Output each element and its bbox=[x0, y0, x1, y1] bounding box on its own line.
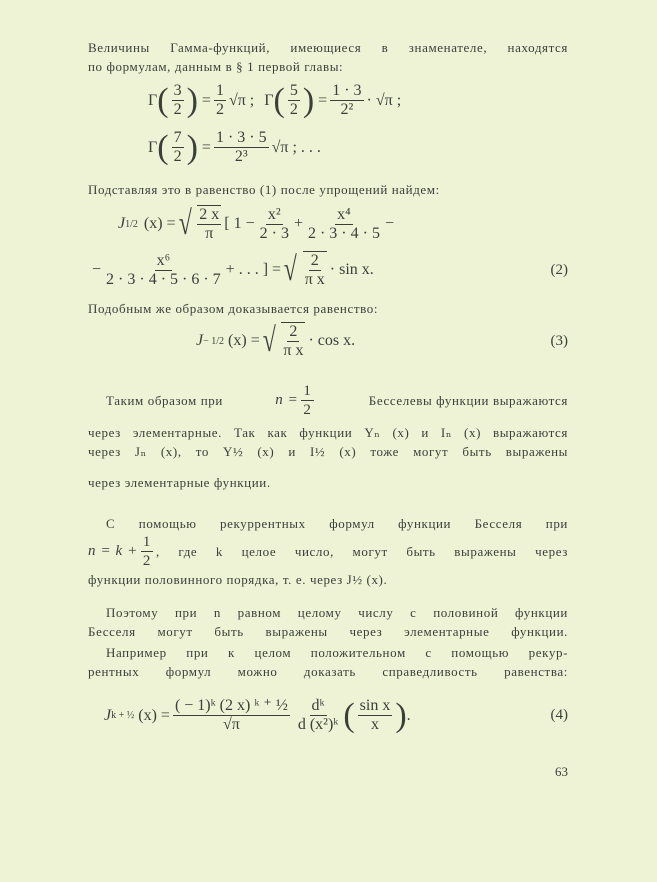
equation-number: (3) bbox=[550, 332, 568, 349]
text-line: Например при к целом положительном с помощью рекур- bbox=[106, 645, 568, 660]
book-page bbox=[88, 0, 568, 800]
text: 2 bbox=[142, 553, 151, 569]
equation-2-line-1: J 1/2 (x) = √ $\frac{2 x}{\pi}$ [ 1 − $\frac{\text{x²}}{2 \cdot 3}$ + $\frac{\text{x⁴}}{2 \cdot 3 \cdot 4 \cdot 5}$ − bbox=[118, 205, 394, 242]
equation-number: (4) bbox=[550, 707, 568, 723]
text-line: Бесселя могут быть выражены через элементарные функции. bbox=[88, 624, 568, 639]
text: π x bbox=[304, 271, 325, 288]
paragraph-3: Подобным же образом доказывается равенство: bbox=[88, 301, 379, 316]
text: Бесселевы функции выражаются bbox=[368, 393, 568, 408]
text: 1 bbox=[303, 383, 312, 399]
text-line: рентных формул можно доказать справедливость равенства: bbox=[88, 664, 568, 679]
text: − 1/2 bbox=[203, 335, 225, 347]
equation-number: (2) bbox=[550, 261, 568, 278]
text: 1 · 3 bbox=[332, 82, 362, 99]
text: x⁶ bbox=[156, 251, 171, 269]
text-line: через элементарные функции. bbox=[88, 475, 271, 490]
text: 2 bbox=[215, 101, 224, 118]
text: 2 x bbox=[199, 206, 220, 223]
text: π x bbox=[283, 342, 304, 359]
text: · √π ; bbox=[366, 91, 402, 109]
text: x⁴ bbox=[337, 205, 351, 223]
text: + . . . ] = bbox=[225, 261, 282, 278]
text: 1/2 bbox=[125, 218, 138, 230]
text: + bbox=[293, 215, 303, 232]
text: sin x bbox=[359, 697, 391, 714]
text: · cos x. bbox=[308, 332, 356, 349]
equation-4: J k + ½ (x) = $\frac{\text{( − 1)ᵏ (2 x) ᵏ ⁺ ½}}{√\pi}$ $\frac{\text{dᵏ}}{\text{d (x²)ᵏ}}$ ( $\frac{\text{sin x}}{x}$ ) . (4) bbox=[104, 696, 568, 734]
text: π bbox=[205, 225, 214, 242]
text: 5 bbox=[289, 82, 298, 99]
gamma-formula-2: Γ ( $\frac{7}{2}$ ) = $\frac{1 \cdot 3 \cdot 5}{\text{2³}}$ √π ; . . . bbox=[148, 128, 321, 166]
gamma-symbol: Γ bbox=[264, 91, 274, 109]
text: x bbox=[370, 716, 379, 733]
gamma-formula-1: Γ ( $\frac{3}{2}$ ) = $\frac{1}{2}$ √π ; Γ ( $\frac{5}{2}$ ) = $\frac{1 \cdot 3}{\text{2²}}$ · √π ; bbox=[148, 81, 402, 119]
text: (x) = bbox=[228, 332, 260, 349]
equation-3: J − 1/2 (x) = √ $\frac{2}{\text{π x}}$ · cos x. (3) bbox=[196, 322, 568, 359]
paragraph-7 bbox=[88, 643, 568, 681]
text: 1 · 3 · 5 bbox=[215, 129, 267, 146]
text: (x) = bbox=[138, 706, 170, 724]
text: 2 bbox=[173, 101, 182, 118]
text: − bbox=[384, 215, 394, 232]
text: 2³ bbox=[234, 148, 248, 165]
text: 1 bbox=[142, 534, 151, 550]
gamma-symbol: Γ bbox=[148, 91, 158, 109]
text: J bbox=[196, 332, 204, 349]
text: − bbox=[92, 261, 102, 278]
text: dᵏ bbox=[311, 697, 325, 714]
text-line: Поэтому при n равном целому числу с половиной функции bbox=[106, 605, 568, 620]
text: · sin x. bbox=[329, 261, 374, 278]
text: n = k + bbox=[88, 543, 138, 559]
paragraph-1 bbox=[88, 38, 568, 76]
text: 2 bbox=[289, 323, 298, 340]
text: 2 · 3 · 4 · 5 bbox=[307, 224, 380, 242]
text: [ 1 − bbox=[224, 215, 255, 232]
text: , где k целое число, могут быть выражены через bbox=[155, 544, 568, 559]
text: J bbox=[104, 706, 112, 724]
text: √π ; bbox=[228, 91, 255, 109]
text: 2 bbox=[303, 402, 312, 418]
text: √π bbox=[222, 716, 240, 733]
text: 2 · 3 · 4 · 5 · 6 · 7 bbox=[106, 270, 221, 288]
text: 2² bbox=[340, 101, 354, 118]
paragraph-6 bbox=[88, 603, 568, 641]
text: (x) = bbox=[143, 215, 176, 232]
text: 3 bbox=[173, 82, 182, 99]
text: 2 bbox=[289, 101, 298, 118]
text-line: через Jₙ (x), то Y½ (x) и I½ (x) тоже могут быть выражены bbox=[88, 444, 568, 459]
text: x² bbox=[267, 205, 281, 223]
text: 2 · 3 bbox=[259, 224, 289, 242]
text: k + ½ bbox=[111, 710, 135, 721]
text: J bbox=[118, 215, 126, 232]
text: 2 bbox=[173, 148, 182, 165]
text: 7 bbox=[173, 129, 182, 146]
text: n = bbox=[275, 392, 299, 408]
page-number: 63 bbox=[555, 764, 568, 779]
text-line: по формулам, данным в § 1 первой главы: bbox=[88, 59, 344, 74]
text: Таким образом при bbox=[106, 393, 223, 408]
text-line: Величины Гамма-функций, имеющиеся в знаменателе, находятся bbox=[88, 40, 568, 55]
text: ( − 1)ᵏ (2 x) ᵏ ⁺ ½ bbox=[174, 697, 288, 714]
text-line: С помощью рекуррентных формул функции Бесселя при bbox=[106, 516, 568, 531]
equation-2-line-2: − $\frac{\text{x⁶}}{2 \cdot 3 \cdot 4 \cdot 5 \cdot 6 \cdot 7}$ + . . . ] = √ $\frac{2}{\text{π x}}$ · sin x. (2) bbox=[92, 251, 568, 288]
paragraph-5 bbox=[88, 514, 568, 589]
text: 1 bbox=[215, 82, 224, 99]
text: 2 bbox=[310, 252, 319, 269]
gamma-symbol: Γ bbox=[148, 138, 158, 156]
text: d (x²)ᵏ bbox=[297, 716, 339, 733]
paragraph-4 bbox=[88, 382, 568, 492]
text-line: функции половинного порядка, т. е. через J½ (x). bbox=[88, 572, 388, 587]
text: √π ; . . . bbox=[271, 138, 321, 156]
text-line: через элементарные. Так как функции Yₙ (x) и Iₙ (x) выражаются bbox=[88, 425, 568, 440]
paragraph-2: Подставляя это в равенство (1) после упрощений найдем: bbox=[88, 182, 440, 197]
